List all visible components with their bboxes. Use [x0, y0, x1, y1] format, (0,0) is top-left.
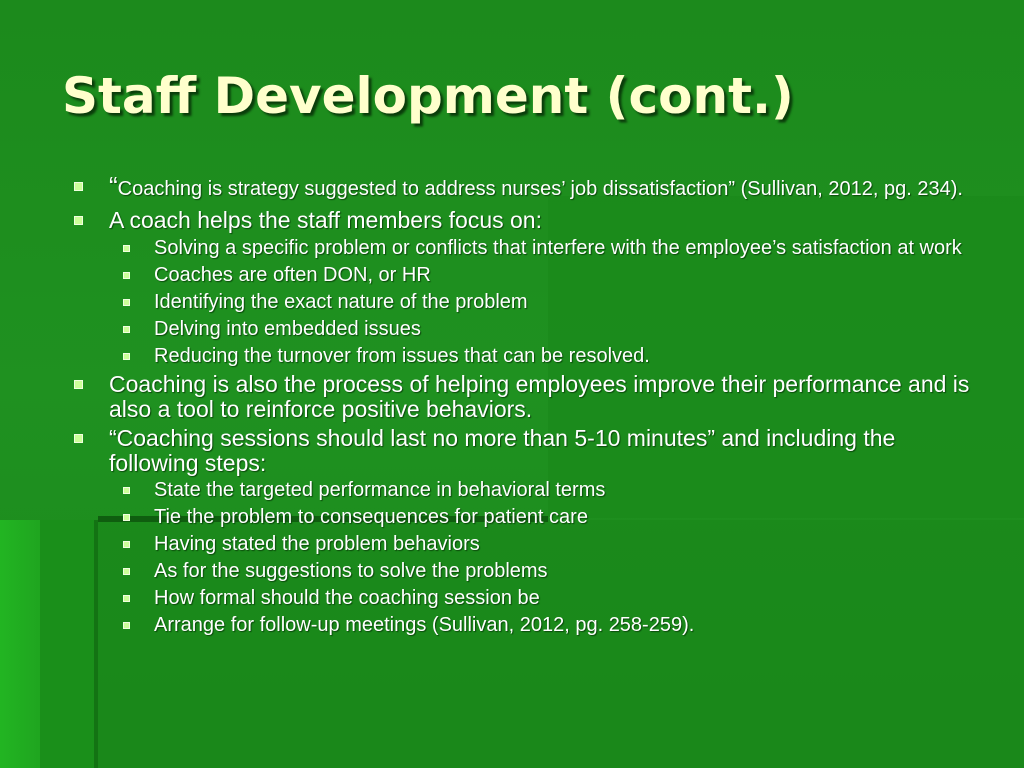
sub-list-coaching-steps — [72, 479, 972, 637]
square-bullet-icon — [74, 434, 83, 443]
sub-bullet-item — [72, 533, 972, 556]
sub-bullet-text: Arrange for follow-up meetings (Sullivan, 2012, pg. 258-259). — [154, 614, 695, 636]
bullet-list — [72, 171, 972, 637]
sub-bullet-item — [72, 237, 972, 260]
sub-bullet-item — [72, 560, 972, 583]
square-bullet-icon — [74, 182, 83, 191]
sub-bullet-text: State the targeted performance in behavioral terms — [154, 479, 606, 501]
sub-bullet-text: Identifying the exact nature of the problem — [154, 291, 528, 313]
sub-bullet-text: Having stated the problem behaviors — [154, 533, 480, 555]
square-bullet-icon — [123, 272, 130, 279]
sub-bullet-item — [72, 506, 972, 529]
bullet-text: “Coaching sessions should last no more than 5-10 minutes” and including the following steps: — [109, 425, 896, 476]
slide-content — [72, 171, 972, 641]
square-bullet-icon — [123, 568, 130, 575]
slide-title: Staff Development (cont.) — [62, 67, 794, 125]
bullet-item-coaching-process — [72, 372, 972, 422]
sub-bullet-item — [72, 587, 972, 610]
square-bullet-icon — [123, 541, 130, 548]
sub-bullet-item — [72, 291, 972, 314]
bullet-item-coaching-strategy — [72, 171, 972, 202]
sub-bullet-text: Solving a specific problem or conflicts that interfere with the employee’s satisfaction at work — [154, 237, 962, 259]
square-bullet-icon — [123, 514, 130, 521]
sub-bullet-text: How formal should the coaching session be — [154, 587, 540, 609]
sub-bullet-text: Reducing the turnover from issues that can be resolved. — [154, 345, 650, 367]
square-bullet-icon — [123, 487, 130, 494]
square-bullet-icon — [123, 326, 130, 333]
bullet-text: A coach helps the staff members focus on: — [109, 207, 542, 233]
square-bullet-icon — [123, 353, 130, 360]
sub-bullet-text: Tie the problem to consequences for patient care — [154, 506, 588, 528]
sub-bullet-item — [72, 479, 972, 502]
bullet-item-coaching-sessions — [72, 426, 972, 476]
square-bullet-icon — [123, 622, 130, 629]
square-bullet-icon — [74, 216, 83, 225]
sub-bullet-item — [72, 318, 972, 341]
sub-bullet-text: Coaches are often DON, or HR — [154, 264, 431, 286]
square-bullet-icon — [74, 380, 83, 389]
background-accent-left — [0, 520, 40, 768]
square-bullet-icon — [123, 299, 130, 306]
sub-bullet-item — [72, 614, 972, 637]
open-quote: “ — [109, 171, 118, 201]
sub-bullet-item — [72, 345, 972, 368]
sub-list-coach-focus — [72, 237, 972, 368]
sub-bullet-text: As for the suggestions to solve the problems — [154, 560, 548, 582]
bullet-item-coach-focus — [72, 208, 972, 233]
sub-bullet-item — [72, 264, 972, 287]
bullet-text: Coaching is also the process of helping employees improve their performance and is also a tool to reinforce positive behaviors. — [109, 371, 970, 422]
sub-bullet-text: Delving into embedded issues — [154, 318, 421, 340]
square-bullet-icon — [123, 245, 130, 252]
square-bullet-icon — [123, 595, 130, 602]
bullet-text: Coaching is strategy suggested to address nurses’ job dissatisfaction” (Sullivan, 2012, pg. 234). — [117, 178, 963, 200]
